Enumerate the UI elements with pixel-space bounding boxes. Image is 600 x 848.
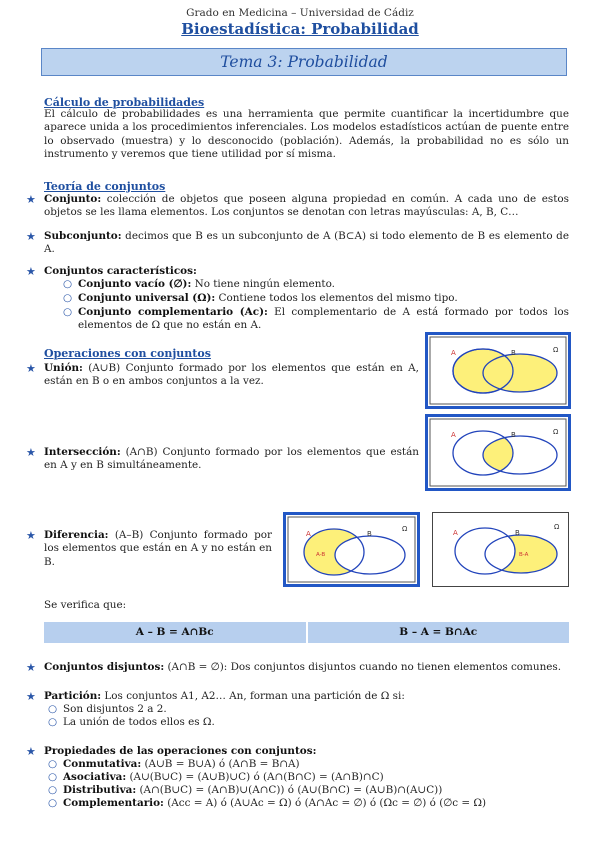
particion-definition: Partición: Los conjuntos A1, A2… An, forman una partición de Ω si:	[44, 690, 405, 702]
circle-bullet-icon: ○	[48, 797, 58, 809]
venn-label-b-minus-a: B-A	[519, 552, 529, 558]
circle-bullet-icon: ○	[48, 716, 58, 728]
circle-bullet-icon: ○	[63, 278, 73, 290]
diferencia-definition: Diferencia: (A–B) Conjunto formado por los elementos que están en A y no están en B.	[44, 529, 272, 568]
conjuntos-caracteristicos-label: Conjuntos característicos:	[44, 265, 197, 277]
formula-b-minus-a: B – A = B∩Ac	[306, 622, 570, 643]
conjunto-complementario-item: Conjunto complementario (Ac): El complementario de A está formado por todos los elementos de Ω que no están en A.	[78, 306, 570, 332]
propiedad-conmutativa: Conmutativa: (A∪B = B∪A) ó (A∩B = B∩A)	[63, 758, 300, 770]
section-title-operaciones: Operaciones con conjuntos	[44, 347, 211, 360]
union-definition: Unión: (A∪B) Conjunto formado por los elementos que están en A, están en B o en ambos conjuntos a la vez.	[44, 362, 419, 388]
interseccion-definition: Intersección: (A∩B) Conjunto formado por los elementos que están en A y en B simultáneamente.	[44, 446, 419, 472]
calculo-paragraph: El cálculo de probabilidades es una herramienta que permite cuantificar la incertidumbre que aparece unida a los procedimientos inferenciales. Los modelos estadísticos actúan de puente entre lo observado (muestra) y lo desconocido (población). Además, la probabilidad no es sólo un instrumento y veremos que tiene utilidad por sí misma.	[44, 108, 569, 160]
venn-b-minus-a-diagram	[432, 512, 569, 587]
venn-label-a-minus-b: A-B	[316, 552, 326, 558]
propiedad-complementario: Complementario: (Acc = A) ó (A∪Ac = Ω) ó (A∩Ac = ∅) ó (Ωc = ∅) ó (∅c = Ω)	[63, 797, 487, 809]
venn-label-omega: Ω	[553, 428, 559, 436]
circle-bullet-icon: ○	[63, 306, 73, 318]
venn-intersection-diagram	[425, 414, 571, 491]
star-bullet-icon: ★	[26, 661, 36, 674]
circle-bullet-icon: ○	[48, 771, 58, 783]
section-title-teoria: Teoría de conjuntos	[44, 180, 166, 193]
propiedad-distributiva: Distributiva: (A∩(B∪C) = (A∩B)∪(A∩C)) ó (A∪(B∩C) = (A∪B)∩(A∪C))	[63, 784, 443, 796]
propiedades-label: Propiedades de las operaciones con conjuntos:	[44, 745, 317, 757]
star-bullet-icon: ★	[26, 193, 36, 206]
venn-label-b: B	[515, 529, 520, 537]
circle-bullet-icon: ○	[63, 292, 73, 304]
disjuntos-definition: Conjuntos disjuntos: (A∩B = ∅): Dos conjuntos disjuntos cuando no tienen elementos comunes.	[44, 661, 562, 673]
header-course: Grado en Medicina – Universidad de Cádiz	[186, 7, 414, 19]
circle-bullet-icon: ○	[48, 784, 58, 796]
venn-label-b: B	[511, 349, 516, 357]
circle-bullet-icon: ○	[48, 758, 58, 770]
venn-label-omega: Ω	[554, 523, 560, 531]
particion-item-2: La unión de todos ellos es Ω.	[63, 716, 215, 728]
star-bullet-icon: ★	[26, 690, 36, 703]
conjunto-universal-item: Conjunto universal (Ω): Contiene todos los elementos del mismo tipo.	[78, 292, 458, 304]
star-bullet-icon: ★	[26, 362, 36, 375]
header-subject: Bioestadística: Probabilidad	[181, 20, 419, 38]
propiedad-asociativa: Asociativa: (A∪(B∪C) = (A∪B)∪C) ó (A∩(B∩C) = (A∩B)∩C)	[63, 771, 384, 783]
section-title-calculo: Cálculo de probabilidades	[44, 96, 205, 109]
venn-union-diagram	[425, 332, 571, 409]
difference-formulas-table	[44, 622, 569, 643]
venn-label-omega: Ω	[553, 346, 559, 354]
star-bullet-icon: ★	[26, 230, 36, 243]
conjunto-definition: Conjunto: colección de objetos que poseen alguna propiedad en común. A cada uno de estos objetos se les llama elementos. Los conjuntos se denotan con letras mayúsculas: A, B, C…	[44, 193, 569, 219]
circle-bullet-icon: ○	[48, 703, 58, 715]
venn-label-a: A	[453, 529, 458, 537]
venn-label-a: A	[451, 431, 456, 439]
star-bullet-icon: ★	[26, 745, 36, 758]
topic-banner: Tema 3: Probabilidad	[41, 48, 567, 76]
venn-label-a: A	[451, 349, 456, 357]
subconjunto-definition: Subconjunto: decimos que B es un subconjunto de A (B⊂A) si todo elemento de B es elemento de A.	[44, 230, 569, 256]
star-bullet-icon: ★	[26, 265, 36, 278]
star-bullet-icon: ★	[26, 446, 36, 459]
conjunto-vacio-item: Conjunto vacío (∅): No tiene ningún elemento.	[78, 278, 335, 290]
verifica-text: Se verifica que:	[44, 599, 127, 611]
venn-label-omega: Ω	[402, 525, 408, 533]
venn-a-minus-b-diagram	[283, 512, 420, 587]
venn-label-b: B	[511, 431, 516, 439]
formula-a-minus-b: A – B = A∩Bc	[44, 622, 306, 643]
star-bullet-icon: ★	[26, 529, 36, 542]
venn-label-b: B	[367, 530, 372, 538]
particion-item-1: Son disjuntos 2 a 2.	[63, 703, 167, 715]
venn-label-a: A	[306, 530, 311, 538]
